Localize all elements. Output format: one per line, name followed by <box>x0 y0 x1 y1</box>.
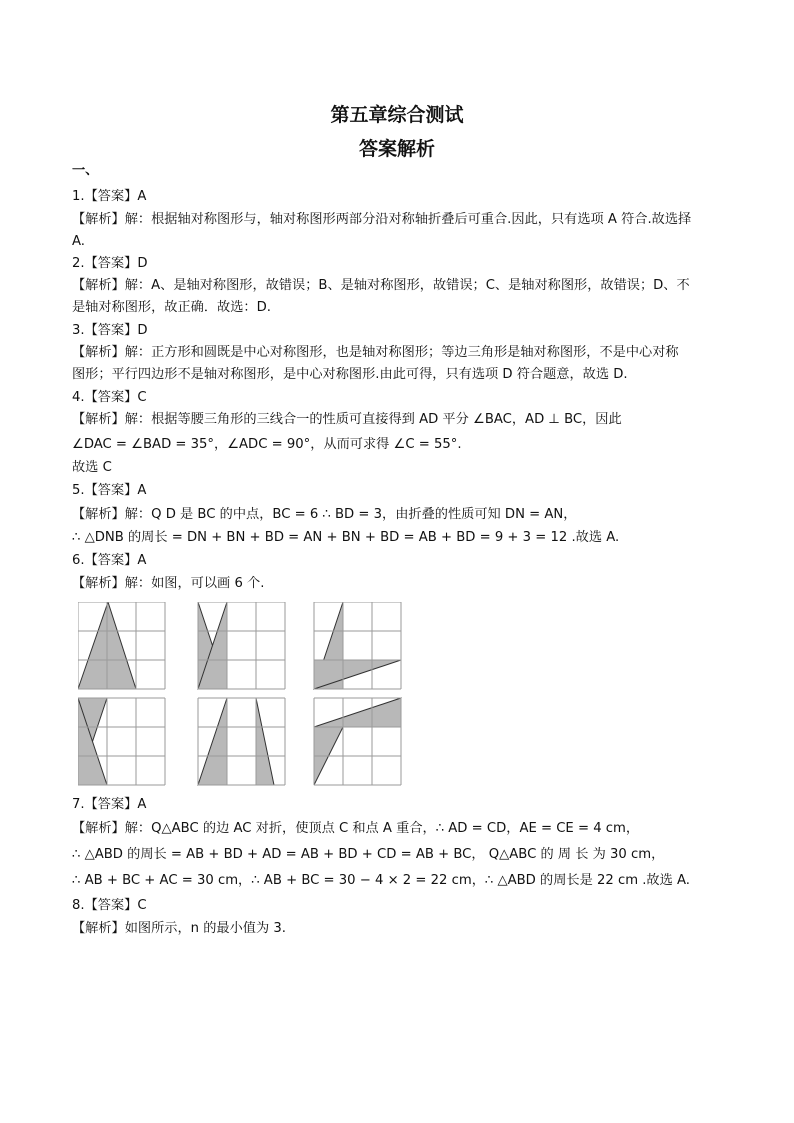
answer-7: 7.【答案】A <box>72 797 147 812</box>
analysis-7-cont: ∴ △ABD 的周长 = AB + BD + AD = AB + BD + CD = AB + BC， Q△ABC 的 周 长 为 30 cm， <box>72 847 665 862</box>
grid-3 <box>314 602 401 689</box>
analysis-1: 【解析】解：根据轴对称图形与，轴对称图形两部分沿对称轴折叠后可重合.因此，只有选项 A 符合.故选择 <box>72 212 692 227</box>
grid-4 <box>78 698 165 785</box>
analysis-1-cont: A. <box>72 234 85 249</box>
answer-2: 2.【答案】D <box>72 256 148 271</box>
analysis-8: 【解析】如图所示，n 的最小值为 3. <box>72 921 286 936</box>
grid-5 <box>198 698 285 785</box>
triangle-5 <box>314 660 401 689</box>
page-subtitle: 答案解析 <box>358 138 435 160</box>
answer-8: 8.【答案】C <box>72 898 147 913</box>
grid-2 <box>198 602 285 689</box>
analysis-5-cont: ∴ △DNB 的周长 = DN + BN + BD = AN + BN + BD = AB + BD = 9 + 3 = 12 .故选 A. <box>72 530 620 545</box>
analysis-3-cont: 图形；平行四边形不是轴对称图形，是中心对称图形.由此可得，只有选项 D 符合题意，故选 D. <box>72 367 628 382</box>
grid-1 <box>78 602 165 689</box>
analysis-7-end: ∴ AB + BC + AC = 30 cm，∴ AB + BC = 30 − 4 × 2 = 22 cm，∴ △ABD 的周长是 22 cm .故选 A. <box>72 873 690 888</box>
answer-4: 4.【答案】C <box>72 390 147 405</box>
analysis-4: 【解析】解：根据等腰三角形的三线合一的性质可直接得到 AD 平分 ∠BAC，AD ⊥ BC，因此 <box>72 412 622 427</box>
analysis-2: 【解析】解：A、是轴对称图形，故错误；B、是轴对称图形，故错误；C、是轴对称图形，故错误；D、不 <box>72 278 690 293</box>
page-title: 第五章综合测试 <box>330 104 464 126</box>
answer-5: 5.【答案】A <box>72 483 147 498</box>
analysis-2-cont: 是轴对称图形，故正确．故选：D. <box>72 300 271 315</box>
section-label: 一、 <box>72 163 99 178</box>
answer-1: 1.【答案】A <box>72 189 147 204</box>
analysis-6: 【解析】解：如图，可以画 6 个. <box>72 576 265 591</box>
triangle-9 <box>256 698 274 785</box>
triangle-10 <box>314 698 401 727</box>
answer-3: 3.【答案】D <box>72 323 148 338</box>
analysis-4-end: 故选 C <box>72 460 112 475</box>
grid-6 <box>314 698 401 785</box>
analysis-5: 【解析】解：Q D 是 BC 的中点，BC = 6 ∴ BD = 3，由折叠的性质可知 DN = AN， <box>72 507 577 522</box>
analysis-7: 【解析】解：Q△ABC 的边 AC 对折，使顶点 C 和点 A 重合，∴ AD = CD，AE = CE = 4 cm， <box>72 821 640 836</box>
triangle-8 <box>198 698 227 785</box>
q6-figure <box>78 602 408 788</box>
analysis-4-cont: ∠DAC = ∠BAD = 35°，∠ADC = 90°，从而可求得 ∠C = 55°. <box>72 437 462 452</box>
answer-6: 6.【答案】A <box>72 553 147 568</box>
analysis-3: 【解析】解：正方形和圆既是中心对称图形，也是轴对称图形；等边三角形是轴对称图形，不是中心对称 <box>72 345 679 360</box>
